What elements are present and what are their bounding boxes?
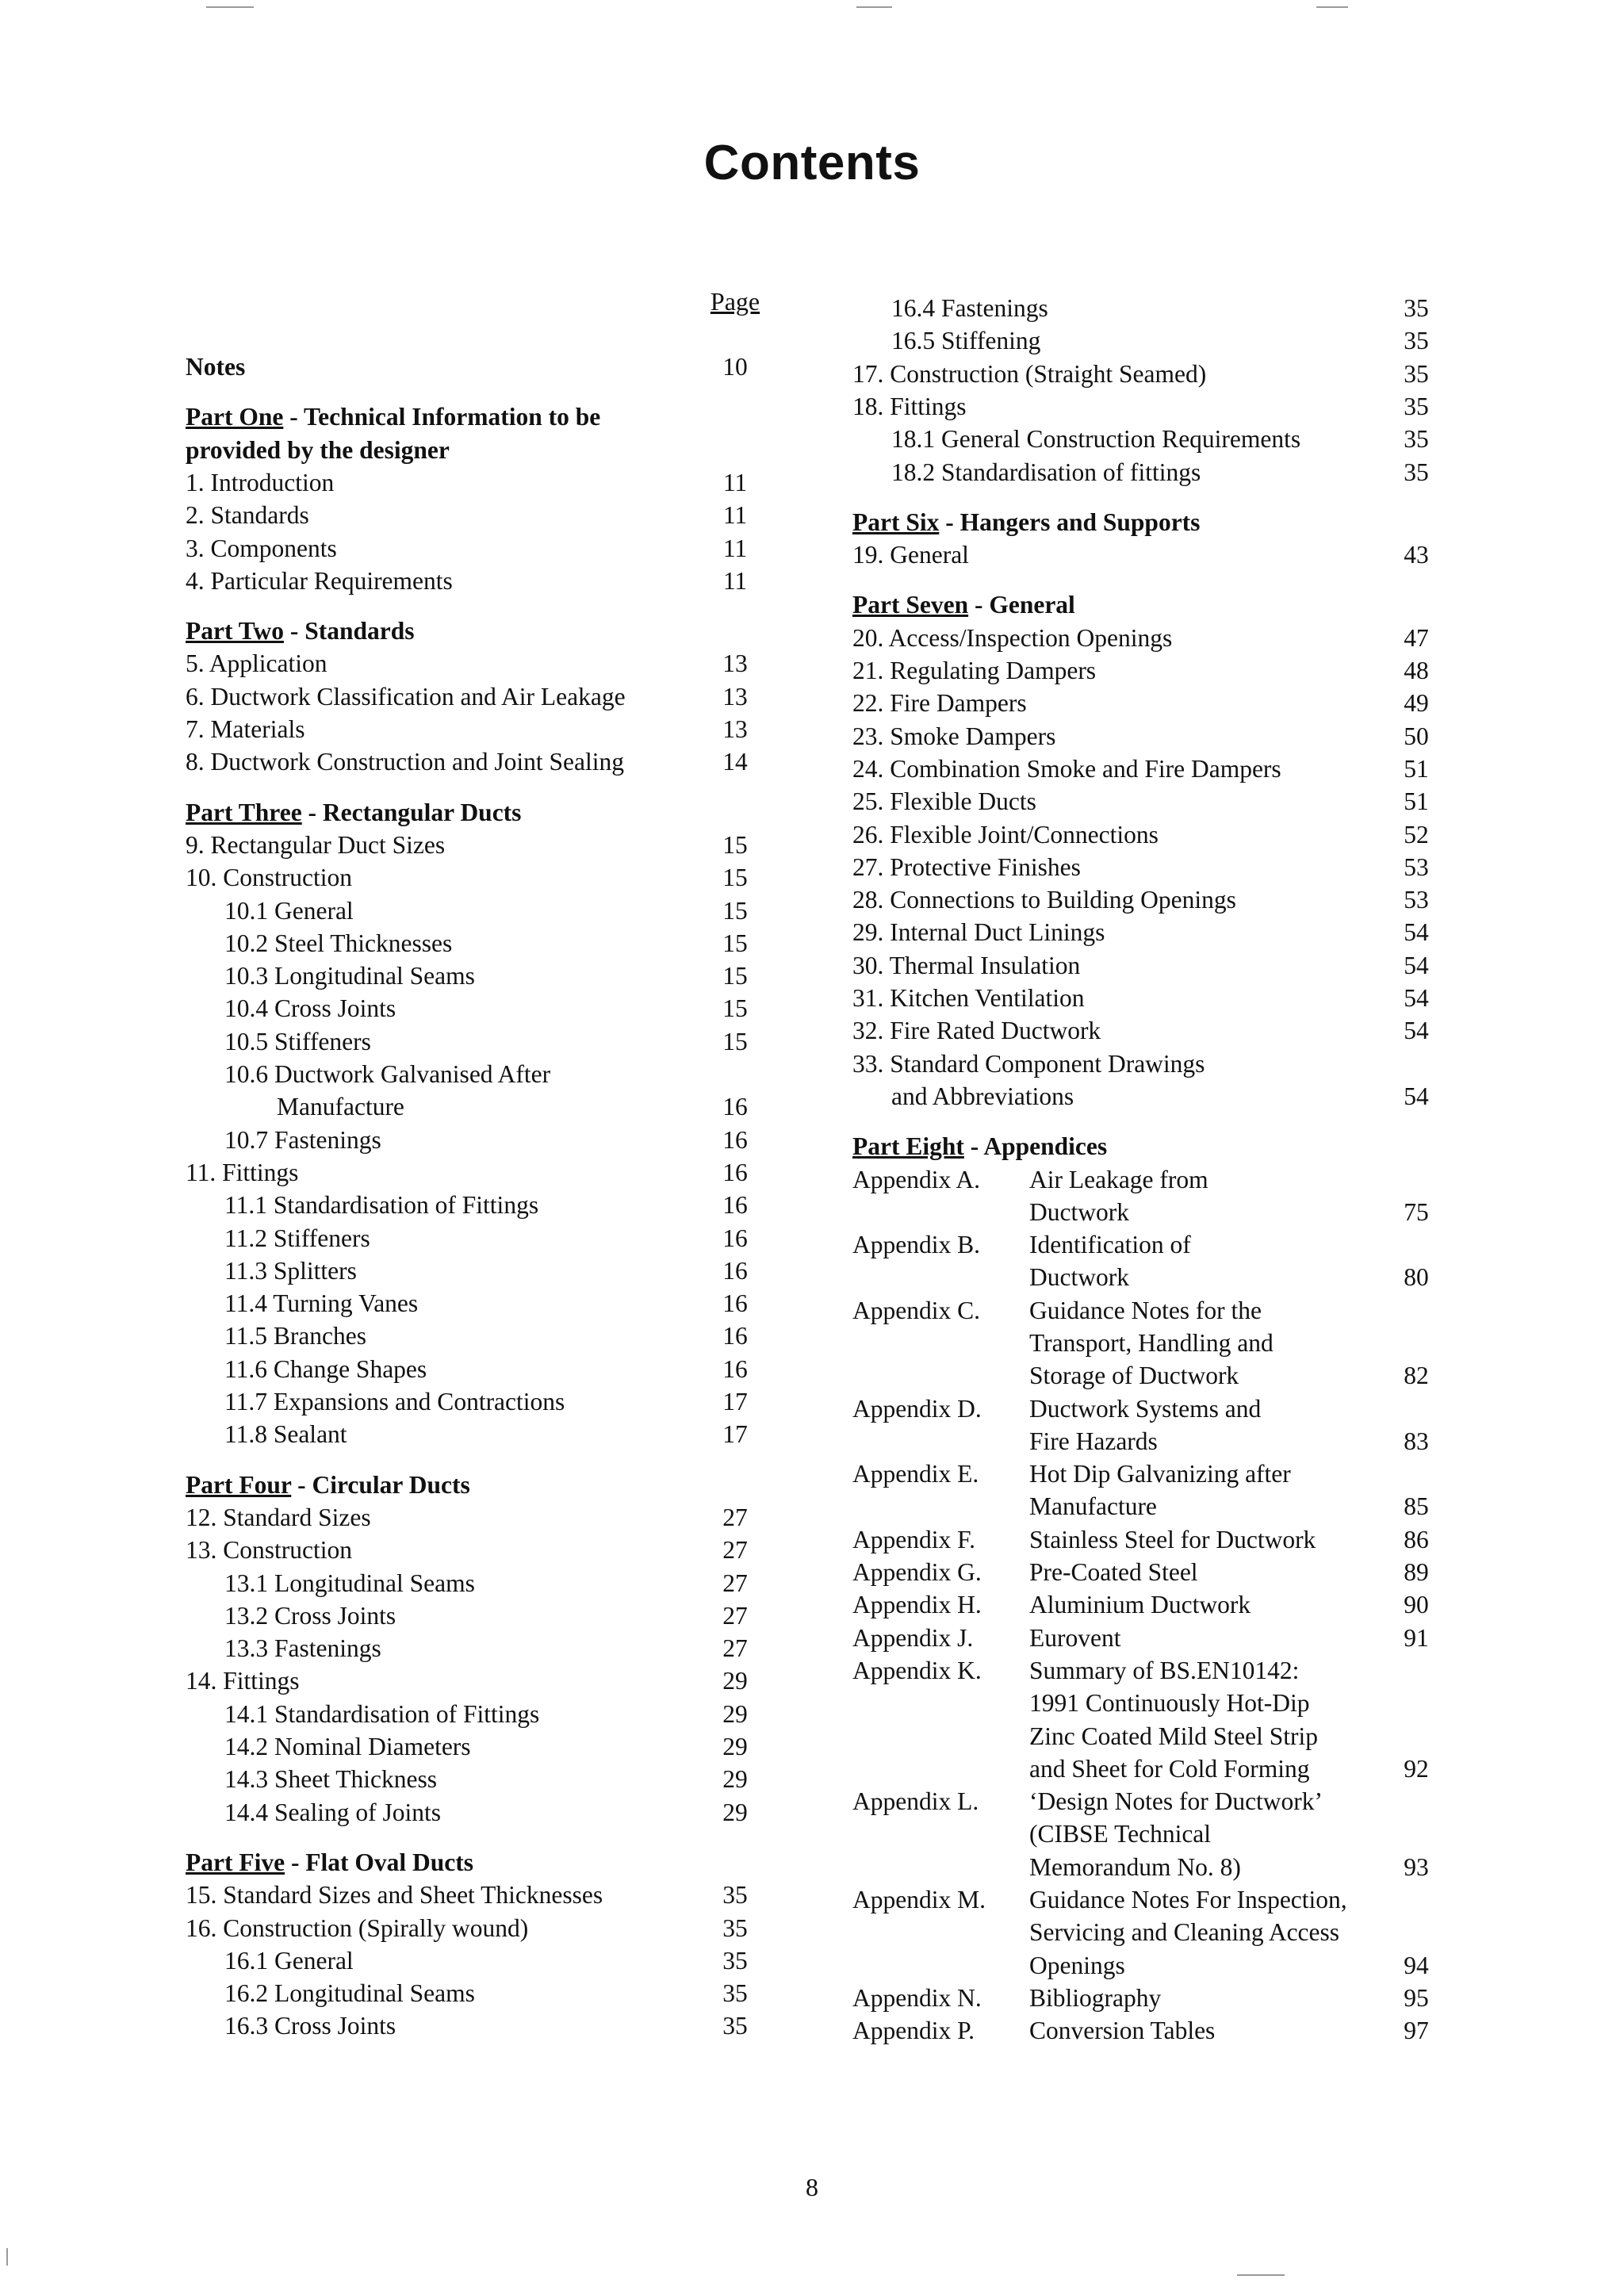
- appendix-title: [1029, 1982, 1378, 2014]
- appendix-letter: Appendix B.: [852, 1231, 980, 1259]
- toc-page-number: 29: [722, 1765, 748, 1794]
- toc-page-number: 15: [722, 994, 748, 1023]
- toc-page-number: 47: [1404, 623, 1429, 652]
- toc-page-number: 93: [1404, 1852, 1429, 1881]
- toc-page-number: 16: [722, 1256, 748, 1285]
- toc-entry-label: 7. Materials: [186, 715, 305, 743]
- toc-entry-label: 10.4 Cross Joints: [224, 994, 396, 1023]
- toc-page-number: 16: [722, 1289, 748, 1318]
- toc-entry-label: 16.1 General: [224, 1946, 354, 1975]
- appendix-title: [1029, 1785, 1378, 1883]
- appendix-entry: [852, 1982, 1447, 2014]
- toc-page-number: 35: [1404, 359, 1429, 388]
- appendix-title: [1029, 1458, 1378, 1523]
- toc-entry-label: 27. Protective Finishes: [852, 852, 1081, 881]
- toc-entry-label: 20. Access/Inspection Openings: [852, 623, 1173, 652]
- appendix-title-line: Pre-Coated Steel: [1029, 1558, 1198, 1587]
- toc-entry-label: 11.6 Change Shapes: [224, 1354, 427, 1383]
- toc-entry-label: [186, 796, 521, 829]
- toc-entry-label: Notes: [186, 353, 246, 381]
- toc-page-number: 15: [722, 864, 748, 892]
- toc-part-number: Part Five: [186, 1848, 285, 1876]
- toc-page-number: 27: [722, 1536, 748, 1565]
- toc-part-title: - Circular Ducts: [291, 1470, 470, 1499]
- toc-page-number: 54: [1404, 1017, 1429, 1045]
- toc-entry-label: 2. Standards: [186, 501, 309, 530]
- toc-entry-label: 1. Introduction: [186, 468, 335, 496]
- toc-page-number: 15: [722, 962, 748, 990]
- toc-entry-label: and Abbreviations: [891, 1082, 1074, 1110]
- toc-page-number: 89: [1404, 1558, 1429, 1587]
- toc-entry-label: 11.2 Stiffeners: [224, 1224, 370, 1252]
- appendix-title-line: Ductwork: [1029, 1197, 1129, 1226]
- toc-entry-label: 16.5 Stiffening: [891, 327, 1041, 355]
- toc-entry-label: 11.1 Standardisation of Fittings: [224, 1191, 539, 1220]
- toc-entry-label: 11.3 Splitters: [224, 1256, 357, 1285]
- toc-entry-label: 16.3 Cross Joints: [224, 2012, 396, 2040]
- toc-entry-label: 11.5 Branches: [224, 1322, 367, 1350]
- toc-page-number: 43: [1404, 541, 1429, 569]
- toc-part-number: Part Three: [186, 798, 302, 826]
- appendix-entry: [852, 2014, 1447, 2047]
- toc-entry-label: 14. Fittings: [186, 1667, 300, 1695]
- toc-page-number: 29: [722, 1699, 748, 1728]
- toc-entry-label: Manufacture: [277, 1093, 404, 1121]
- appendix-entry: [852, 1163, 1447, 1229]
- toc-page-number: 35: [1404, 458, 1429, 486]
- toc-entry-label: 33. Standard Component Drawings: [852, 1049, 1205, 1078]
- toc-page-number: 54: [1404, 918, 1429, 947]
- toc-entry-label: 14.3 Sheet Thickness: [224, 1765, 438, 1794]
- toc-page-number: 15: [722, 830, 748, 859]
- appendix-title-line: Bibliography: [1029, 1984, 1162, 2012]
- toc-entry-label: 18.1 General Construction Requirements: [891, 425, 1301, 454]
- toc-part-number: Part Eight: [852, 1132, 964, 1161]
- toc-page-number: 17: [722, 1388, 748, 1415]
- toc-entry-label: 22. Fire Dampers: [852, 689, 1027, 718]
- toc-page-number: 49: [1404, 689, 1429, 718]
- toc-page-number: 52: [1404, 820, 1429, 848]
- appendix-title-line: Openings: [1029, 1951, 1125, 1979]
- toc-page-number: 13: [722, 715, 748, 743]
- toc-entry-label: 23. Smoke Dampers: [852, 722, 1056, 750]
- toc-part-number: Part Two: [186, 617, 284, 645]
- appendix-letter: Appendix K.: [852, 1657, 982, 1684]
- toc-entry-label: 16.2 Longitudinal Seams: [224, 1979, 475, 2008]
- toc-page-number: 17: [722, 1420, 748, 1449]
- toc-entry-label: 12. Standard Sizes: [186, 1503, 371, 1531]
- appendix-title: [1029, 2014, 1378, 2047]
- toc-entry-label: 32. Fire Rated Ductwork: [852, 1017, 1101, 1045]
- appendix-letter: Appendix J.: [852, 1623, 974, 1652]
- toc-page-number: 27: [722, 1569, 748, 1597]
- toc-part-title: - General: [968, 591, 1075, 619]
- toc-entry-label: 11.7 Expansions and Contractions: [224, 1388, 565, 1415]
- appendix-entry: [852, 1785, 1447, 1883]
- toc-page-number: 75: [1404, 1197, 1429, 1226]
- toc-entry-label: 17. Construction (Straight Seamed): [852, 359, 1207, 388]
- toc-page-number: 35: [722, 1881, 748, 1910]
- toc-entry-label: 16.4 Fastenings: [891, 294, 1048, 322]
- toc-entry-label: 10.6 Ductwork Galvanised After: [224, 1060, 551, 1088]
- toc-page-number: 86: [1404, 1525, 1429, 1553]
- toc-page-number: 53: [1404, 886, 1429, 914]
- toc-page-number: 90: [1404, 1591, 1429, 1619]
- appendix-letter: Appendix M.: [852, 1886, 986, 1914]
- toc-page-number: 50: [1404, 722, 1429, 750]
- toc-page-number: 29: [722, 1733, 748, 1760]
- scan-edge-mark: [6, 2248, 8, 2266]
- appendix-title-line: Ductwork Systems and: [1029, 1394, 1262, 1423]
- appendix-letter: Appendix F.: [852, 1525, 975, 1553]
- toc-page-number: 94: [1404, 1951, 1429, 1979]
- appendix-entry: [852, 1458, 1447, 1523]
- toc-page-number: 11: [722, 468, 748, 496]
- appendix-title: [1029, 1556, 1378, 1588]
- toc-page-number: 54: [1404, 1082, 1429, 1110]
- toc-page-number: 35: [1404, 294, 1429, 322]
- appendix-entry: [852, 1523, 1447, 1556]
- toc-entry-label: 11.4 Turning Vanes: [224, 1289, 419, 1318]
- toc-entry-label: 26. Flexible Joint/Connections: [852, 820, 1159, 848]
- toc-page-number: 16: [722, 1191, 748, 1220]
- appendix-letter: Appendix P.: [852, 2017, 975, 2045]
- appendix-title-line: Conversion Tables: [1029, 2017, 1216, 2045]
- appendix-entry: [852, 1883, 1447, 1982]
- scan-edge-mark: [206, 6, 254, 8]
- appendix-title-line: (CIBSE Technical: [1029, 1820, 1212, 1848]
- page-number: 8: [806, 2173, 818, 2201]
- appendix-entry: [852, 1654, 1447, 1785]
- appendix-title-line: Air Leakage from: [1029, 1165, 1208, 1193]
- appendix-title-line: Manufacture: [1029, 1492, 1157, 1521]
- toc-part-title: - Technical Information to be: [283, 403, 601, 431]
- toc-page-number: 35: [722, 2012, 748, 2040]
- toc-entry-label: 10.5 Stiffeners: [224, 1027, 371, 1055]
- appendix-entry: [852, 1622, 1447, 1654]
- appendix-title: [1029, 1588, 1378, 1621]
- appendix-title-line: ‘Design Notes for Ductwork’: [1029, 1787, 1323, 1816]
- toc-page-number: 35: [1404, 425, 1429, 454]
- appendix-letter: Appendix N.: [852, 1984, 982, 2012]
- appendix-title: [1029, 1622, 1378, 1654]
- scan-edge-mark: [1316, 6, 1348, 8]
- toc-entry-label: 25. Flexible Ducts: [852, 787, 1036, 816]
- toc-page-number: 16: [722, 1158, 748, 1186]
- toc-page-number: 35: [1404, 327, 1429, 355]
- appendix-title-line: Servicing and Cleaning Access: [1029, 1918, 1340, 1947]
- toc-entry-label: 14.1 Standardisation of Fittings: [224, 1699, 540, 1728]
- toc-entry-label: 24. Combination Smoke and Fire Dampers: [852, 754, 1281, 783]
- toc-entry-label: 6. Ductwork Classification and Air Leakage: [186, 682, 626, 711]
- toc-page-number: 11: [722, 534, 748, 562]
- toc-page-number: 29: [722, 1667, 748, 1695]
- toc-page-number: 16: [722, 1322, 748, 1350]
- appendix-title-line: Hot Dip Galvanizing after: [1029, 1460, 1291, 1488]
- toc-part-title: - Flat Oval Ducts: [285, 1848, 474, 1876]
- toc-page-number: 13: [722, 649, 748, 678]
- toc-entry-label: [186, 1469, 470, 1501]
- toc-page-number: 35: [722, 1979, 748, 2008]
- toc-page-number: 92: [1404, 1754, 1429, 1783]
- appendix-title-line: Memorandum No. 8): [1029, 1852, 1241, 1881]
- toc-entry-label: 9. Rectangular Duct Sizes: [186, 830, 446, 859]
- toc-page-number: 11: [722, 501, 748, 530]
- toc-entry-label: [186, 615, 415, 647]
- appendix-title-line: Storage of Ductwork: [1029, 1362, 1239, 1390]
- appendix-title: [1029, 1228, 1378, 1294]
- toc-entry-label: 14.4 Sealing of Joints: [224, 1798, 441, 1826]
- scan-edge-mark: [856, 6, 892, 8]
- toc-part-number: Part Six: [852, 508, 940, 536]
- toc-entry-label: 11. Fittings: [186, 1158, 299, 1186]
- appendix-entry: [852, 1294, 1447, 1392]
- appendix-letter: Appendix D.: [852, 1394, 982, 1423]
- toc-page-number: 95: [1404, 1984, 1429, 2012]
- appendix-entry: [852, 1228, 1447, 1294]
- appendix-title-line: Aluminium Ductwork: [1029, 1591, 1251, 1619]
- toc-page-number: 51: [1404, 787, 1429, 816]
- toc-page-number: 85: [1404, 1492, 1429, 1521]
- toc-entry-label: 10.2 Steel Thicknesses: [224, 929, 453, 957]
- appendix-letter: Appendix E.: [852, 1460, 979, 1488]
- toc-page-number: 10: [722, 353, 748, 381]
- appendix-letter: Appendix A.: [852, 1165, 980, 1193]
- appendix-title: [1029, 1163, 1378, 1229]
- appendix-entry: [852, 1392, 1447, 1458]
- toc-page-number: 83: [1404, 1427, 1429, 1455]
- toc-entry-label: 31. Kitchen Ventilation: [852, 984, 1085, 1012]
- appendix-entry: [852, 1556, 1447, 1588]
- appendix-title: [1029, 1654, 1378, 1785]
- appendix-title-line: Eurovent: [1029, 1623, 1121, 1652]
- toc-page-number: 91: [1404, 1623, 1429, 1652]
- toc-entry-label: 3. Components: [186, 534, 337, 562]
- toc-entry-label: 5. Application: [186, 649, 327, 678]
- toc-entry-label: [186, 400, 600, 433]
- appendix-letter: Appendix G.: [852, 1558, 982, 1587]
- appendix-title-line: Summary of BS.EN10142:: [1029, 1657, 1300, 1684]
- toc-page-number: 48: [1404, 657, 1429, 684]
- toc-entry-label: 28. Connections to Building Openings: [852, 886, 1236, 914]
- appendix-title-line: Fire Hazards: [1029, 1427, 1158, 1455]
- toc-part-title: - Appendices: [963, 1132, 1108, 1161]
- toc-page-number: 53: [1404, 852, 1429, 881]
- toc-page-number: 35: [722, 1913, 748, 1942]
- toc-page-number: 15: [722, 1027, 748, 1055]
- toc-page-number: 51: [1404, 754, 1429, 783]
- appendix-entry: [852, 1588, 1447, 1621]
- appendix-letter: Appendix C.: [852, 1296, 980, 1324]
- appendix-letter: Appendix L.: [852, 1787, 979, 1816]
- toc-page-number: 13: [722, 682, 748, 711]
- toc-part-title: - Hangers and Supports: [939, 508, 1201, 536]
- toc-part-number: Part Four: [186, 1470, 292, 1499]
- toc-page-number: 80: [1404, 1263, 1429, 1292]
- toc-page-number: 16: [722, 1354, 748, 1383]
- appendix-title-line: Stainless Steel for Ductwork: [1029, 1525, 1316, 1553]
- toc-entry-label: 11.8 Sealant: [224, 1420, 347, 1449]
- toc-page-number: 27: [722, 1634, 748, 1663]
- toc-page-number: 16: [722, 1093, 748, 1121]
- toc-entry-label: 18. Fittings: [852, 392, 967, 420]
- toc-page-number: 35: [1404, 392, 1429, 420]
- toc-page-number: 27: [722, 1601, 748, 1630]
- appendix-title: [1029, 1523, 1378, 1556]
- toc-page-number: 16: [722, 1224, 748, 1252]
- appendix-title-line: and Sheet for Cold Forming: [1029, 1754, 1310, 1783]
- toc-part-title: - Rectangular Ducts: [301, 798, 522, 826]
- toc-page-number: 14: [722, 748, 748, 776]
- toc-entry-label: 10.1 General: [224, 896, 354, 925]
- toc-page-number: 29: [722, 1798, 748, 1826]
- toc-page-number: 11: [722, 566, 748, 595]
- toc-entry-label: 10.3 Longitudinal Seams: [224, 962, 475, 990]
- appendix-title-line: Transport, Handling and: [1029, 1328, 1274, 1357]
- toc-entry-label: 16. Construction (Spirally wound): [186, 1913, 529, 1942]
- toc-part-number: Part One: [186, 403, 284, 431]
- toc-page-number: 97: [1404, 2017, 1429, 2045]
- toc-page-number: 54: [1404, 984, 1429, 1012]
- toc-entry-label: 15. Standard Sizes and Sheet Thicknesses: [186, 1881, 603, 1910]
- scan-edge-mark: [1237, 2274, 1285, 2276]
- toc-entry-label: 14.2 Nominal Diameters: [224, 1733, 471, 1760]
- toc-entry-label: 13.2 Cross Joints: [224, 1601, 396, 1630]
- toc-entry-label: 13. Construction: [186, 1536, 352, 1565]
- toc-entry-label: 4. Particular Requirements: [186, 566, 453, 595]
- page-column-heading: Page: [710, 287, 760, 316]
- toc-entry-label: 19. General: [852, 541, 969, 569]
- toc-entry-label: 18.2 Standardisation of fittings: [891, 458, 1201, 486]
- toc-part-title: - Standards: [283, 617, 415, 645]
- appendix-title-line: Ductwork: [1029, 1263, 1129, 1292]
- toc-entry-label: 13.1 Longitudinal Seams: [224, 1569, 475, 1597]
- toc-entry-label: 10. Construction: [186, 864, 352, 892]
- page-title: Contents: [703, 136, 921, 190]
- toc-page-number: 16: [722, 1125, 748, 1154]
- appendix-title-line: 1991 Continuously Hot-Dip: [1029, 1689, 1310, 1718]
- toc-entry-label: 29. Internal Duct Linings: [852, 918, 1105, 947]
- appendix-title-line: Guidance Notes for the: [1029, 1296, 1262, 1324]
- toc-entry-label: 21. Regulating Dampers: [852, 657, 1097, 684]
- toc-page-number: 35: [722, 1946, 748, 1975]
- toc-page-number: 15: [722, 896, 748, 925]
- appendix-letter: Appendix H.: [852, 1591, 982, 1619]
- toc-entry-label: [852, 588, 1075, 621]
- appendix-title: [1029, 1392, 1378, 1458]
- toc-entry-label: 13.3 Fastenings: [224, 1634, 381, 1663]
- toc-entry-label: 30. Thermal Insulation: [852, 951, 1081, 979]
- appendix-title-line: Guidance Notes For Inspection,: [1029, 1886, 1347, 1914]
- appendix-title: [1029, 1883, 1378, 1982]
- toc-entry-label: [186, 1846, 473, 1879]
- appendix-title: [1029, 1294, 1378, 1392]
- appendix-title-line: Zinc Coated Mild Steel Strip: [1029, 1722, 1318, 1750]
- toc-page-number: 15: [722, 929, 748, 957]
- toc-entry-label: [852, 1130, 1107, 1163]
- toc-entry-label: provided by the designer: [186, 435, 450, 464]
- toc-entry-label: 8. Ductwork Construction and Joint Sealing: [186, 748, 624, 776]
- toc-entry-label: 10.7 Fastenings: [224, 1125, 381, 1154]
- toc-page-number: 27: [722, 1503, 748, 1531]
- toc-entry-label: [852, 506, 1200, 538]
- toc-page-number: 54: [1404, 951, 1429, 979]
- toc-part-number: Part Seven: [852, 591, 969, 619]
- toc-page-number: 82: [1404, 1362, 1429, 1390]
- appendix-title-line: Identification of: [1029, 1231, 1191, 1259]
